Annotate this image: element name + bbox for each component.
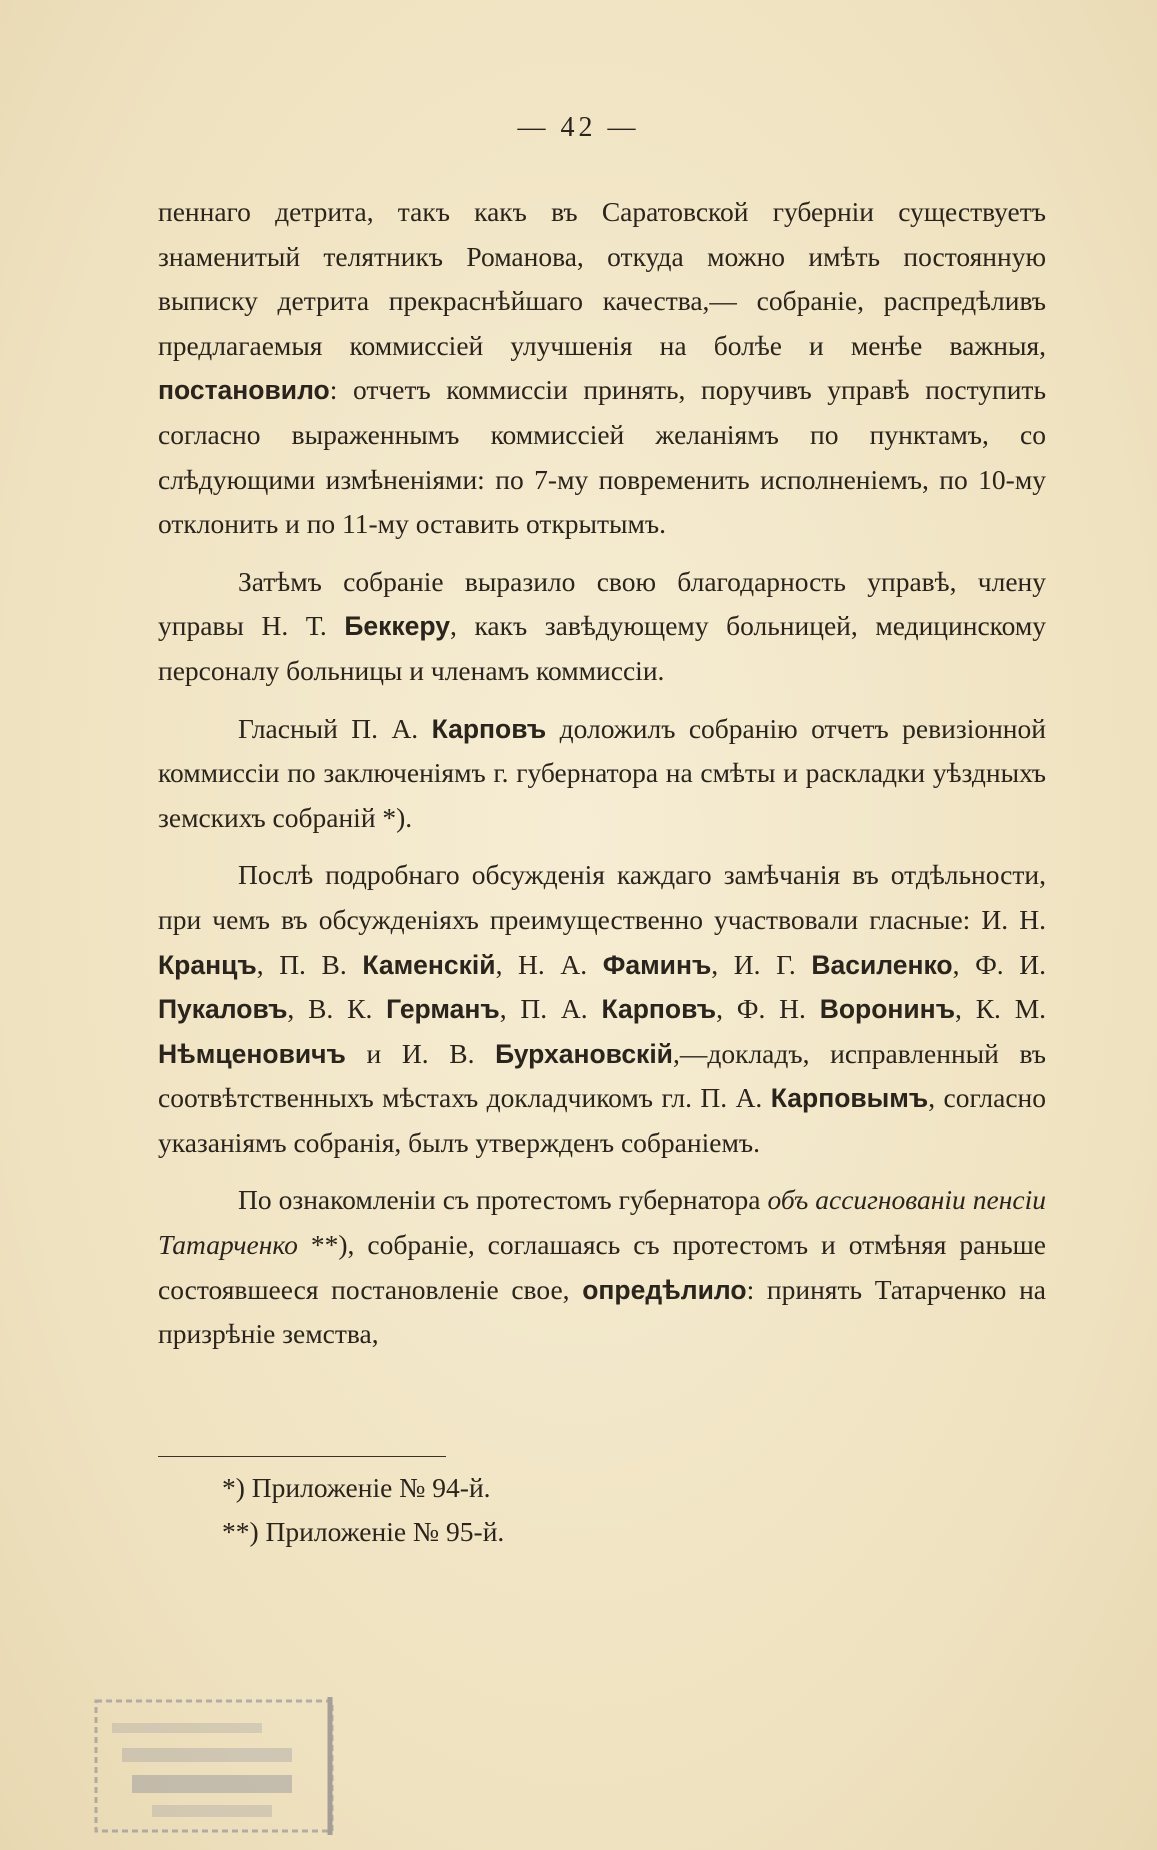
body-text [158,190,1046,1370]
text-run: : отчетъ коммиссіи принять, поручивъ управѣ поступить согласно выраженнымъ коммиссіей желаніямъ по пунктамъ, со слѣдующими измѣненіями: по 7-му повременить исполненіемъ, по 10-му отклонить и по 11-му оставить открытымъ. [158,374,1046,540]
text-run: Затѣмъ собраніе выразило свою благодарность управѣ, члену управы Н. Т. [158,565,1046,642]
text-run: , какъ завѣдующему больницей, медицинскому персоналу больницы и членамъ коммиссіи. [158,610,1047,686]
person-name: Пукаловъ [158,994,288,1025]
person-name: Нѣмценовичъ [158,1038,346,1069]
paragraph-5 [158,1178,1046,1356]
keyword-postanovilo: постановило [158,375,330,406]
text-run: , В. К. [287,993,373,1025]
italic-title: объ ассигнованіи пенсіи Татарченко [158,1184,1046,1261]
text-run: , согласно указаніямъ собранія, былъ утвержденъ собраніемъ. [158,1082,1046,1158]
text-run: Послѣ подробнаго обсужденія каждаго замѣчанія въ отдѣльности, при чемъ въ обсужденіяхъ преимущественно участвовали гласные: И. Н. [158,859,1046,935]
person-name: Воронинъ [819,994,956,1025]
person-name: Карповъ [431,713,547,744]
person-name: Беккеру [344,611,450,642]
text-run: , П. А. [499,993,588,1025]
text-run: ,—докладъ, исправленный въ соотвѣтственныхъ мѣстахъ докладчикомъ гл. П. А. [158,1037,1047,1114]
paragraph-2 [158,560,1046,694]
person-name: Карповымъ [770,1083,929,1114]
text-run: и И. В. [366,1037,475,1069]
page-number: — 42 — [517,112,640,143]
text-run: пеннаго детрита, такъ какъ въ Саратовской губерніи существуетъ знаменитый телятникъ Романова, откуда можно имѣть постоянную выписку детрита прекраснѣйшаго качества,— собраніе, распредѣливъ предлагаемыя коммиссіей улучшенія на болѣе и менѣе важныя, [158,196,1046,361]
text-run: Гласный П. А. [238,712,419,744]
text-run: , Ф. Н. [716,993,806,1025]
text-run: , К. М. [955,993,1047,1025]
library-stamp-icon [92,1693,340,1838]
text-run: **), собраніе, соглашаясь съ протестомъ и отмѣняя раньше состоявшееся постановленіе свое, [158,1229,1047,1305]
paragraph-3 [158,707,1046,841]
person-name: Фаминъ [602,949,712,980]
person-name: Кранцъ [158,949,257,980]
text-run: : принять Татарченко на призрѣніе земства, [158,1273,1047,1350]
person-name: Василенко [811,949,953,980]
person-name: Германъ [386,994,500,1025]
text-run: , И. Г. [711,948,796,980]
footnote-1: *) Приложеніе № 94-й. [222,1472,491,1503]
paragraph-4 [158,853,1046,1165]
footnote-divider [158,1456,446,1457]
footnote-2: **) Приложеніе № 95-й. [222,1516,505,1547]
text-run: , Н. А. [495,948,588,980]
footnotes [222,1466,504,1554]
person-name: Каменскій [362,949,496,980]
paragraph-1 [158,190,1046,547]
person-name: Карповъ [601,994,717,1025]
person-name: Бурхановскій [495,1038,673,1069]
text-run: По ознакомленіи съ протестомъ губернатора [238,1184,761,1216]
text-run: доложилъ собранію отчетъ ревизіонной коммиссіи по заключеніямъ г. губернатора на смѣты и раскладки уѣздныхъ земскихъ собраній *). [158,712,1046,833]
text-run: , Ф. И. [952,948,1046,980]
text-run: , П. В. [256,948,347,980]
keyword-opredelilo: опредѣлило [582,1274,747,1305]
